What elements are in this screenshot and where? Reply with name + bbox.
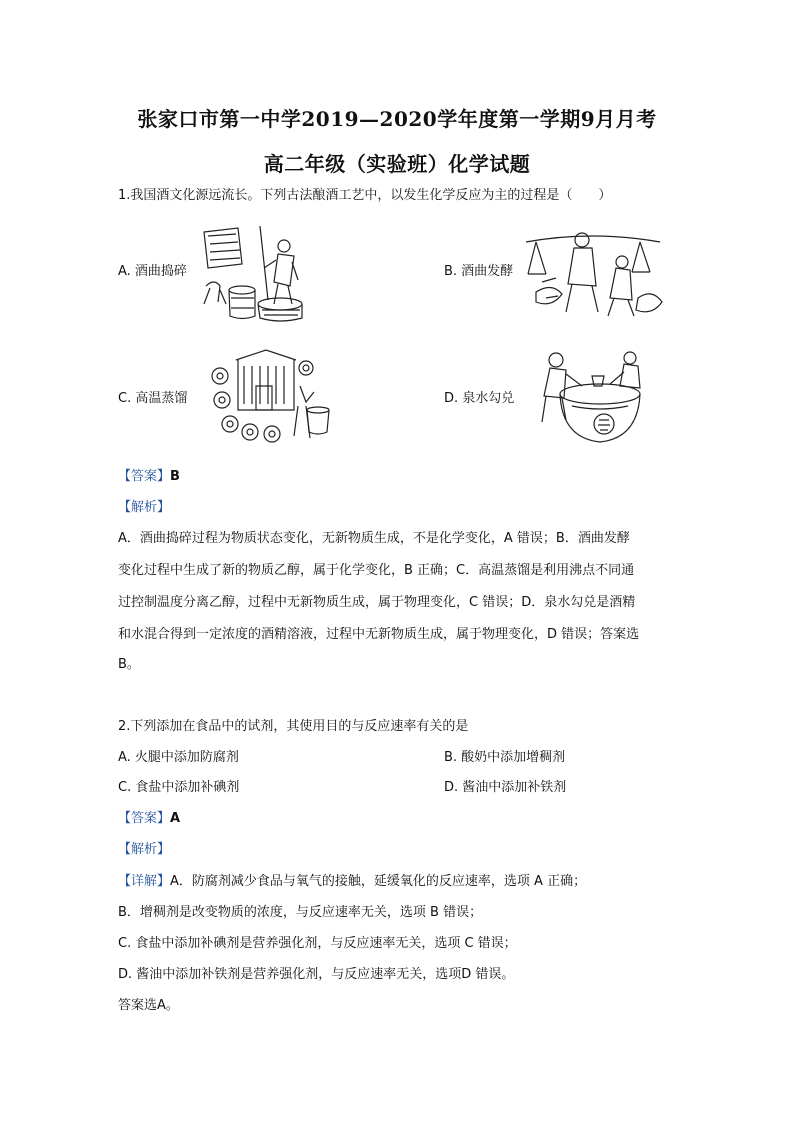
fermentation-illustration: [522, 222, 664, 320]
q2-option-a: A. 火腿中添加防腐剂: [118, 750, 239, 765]
q1-answer-tag: 【答案】: [118, 469, 171, 484]
q1-analysis-line: A．酒曲捣碎过程为物质状态变化，无新物质生成，不是化学变化，A 错误；B．酒曲发酵: [118, 531, 630, 546]
q1-stem: 1.我国酒文化源远流长。下列古法酿酒工艺中，以发生化学反应为主的过程是（ ）: [118, 188, 612, 203]
q2-answer-tag: 【答案】: [118, 811, 171, 826]
q2-detail-line: B．增稠剂是改变物质的浓度，与反应速率无关，选项 B 错误；: [118, 905, 483, 920]
q2-detail-line: [118, 874, 586, 890]
q2-answer: [118, 811, 180, 827]
q2-detail-line: D. 酱油中添加补铁剂是营养强化剂，与反应速率无关，选项D 错误。: [118, 967, 515, 982]
q1-option-b: B. 酒曲发酵: [444, 264, 514, 279]
q2-detail-tag: 【详解】: [118, 874, 171, 889]
q1-answer-value: B: [170, 469, 180, 484]
q2-conclusion: 答案选A。: [118, 998, 179, 1013]
q1-analysis-line: 和水混合得到一定浓度的酒精溶液，过程中无新物质生成，属于物理变化，D 错误；答案选: [118, 627, 640, 642]
q2-option-b: B. 酸奶中添加增稠剂: [444, 750, 566, 765]
q2-detail-line: C. 食盐中添加补碘剂是营养强化剂，与反应速率无关，选项 C 错误；: [118, 936, 517, 951]
q2-detail-text: A．防腐剂减少食品与氧气的接触，延缓氧化的反应速率，选项 A 正确；: [170, 874, 587, 889]
q1-option-c: C. 高温蒸馏: [118, 391, 188, 406]
q1-analysis-line: 过控制温度分离乙醇，过程中无新物质生成，属于物理变化，C 错误；D．泉水勾兑是酒精: [118, 595, 636, 610]
q1-analysis-line: 变化过程中生成了新的物质乙醇，属于化学变化，B 正确；C．高温蒸馏是利用沸点不同通: [118, 563, 635, 578]
q2-analysis-tag: 【解析】: [118, 842, 171, 857]
distillation-illustration: [206, 346, 332, 450]
page-title-line1: 张家口市第一中学2019—2020学年度第一学期9月月考: [137, 107, 657, 131]
q2-answer-value: A: [170, 811, 181, 826]
q1-analysis-line: B。: [118, 657, 140, 672]
page-title-line2: 高二年级（实验班）化学试题: [263, 152, 531, 176]
blending-illustration: [532, 346, 654, 448]
q2-option-d: D. 酱油中添加补铁剂: [444, 780, 567, 795]
q1-option-a: A. 酒曲捣碎: [118, 264, 187, 279]
q1-answer: [118, 469, 180, 485]
q2-stem: 2.下列添加在食品中的试剂，其使用目的与反应速率有关的是: [118, 719, 469, 734]
q1-option-d: D. 泉水勾兑: [444, 391, 515, 406]
grinding-illustration: [198, 224, 310, 324]
q1-analysis-tag: 【解析】: [118, 500, 171, 515]
q2-option-c: C. 食盐中添加补碘剂: [118, 780, 240, 795]
